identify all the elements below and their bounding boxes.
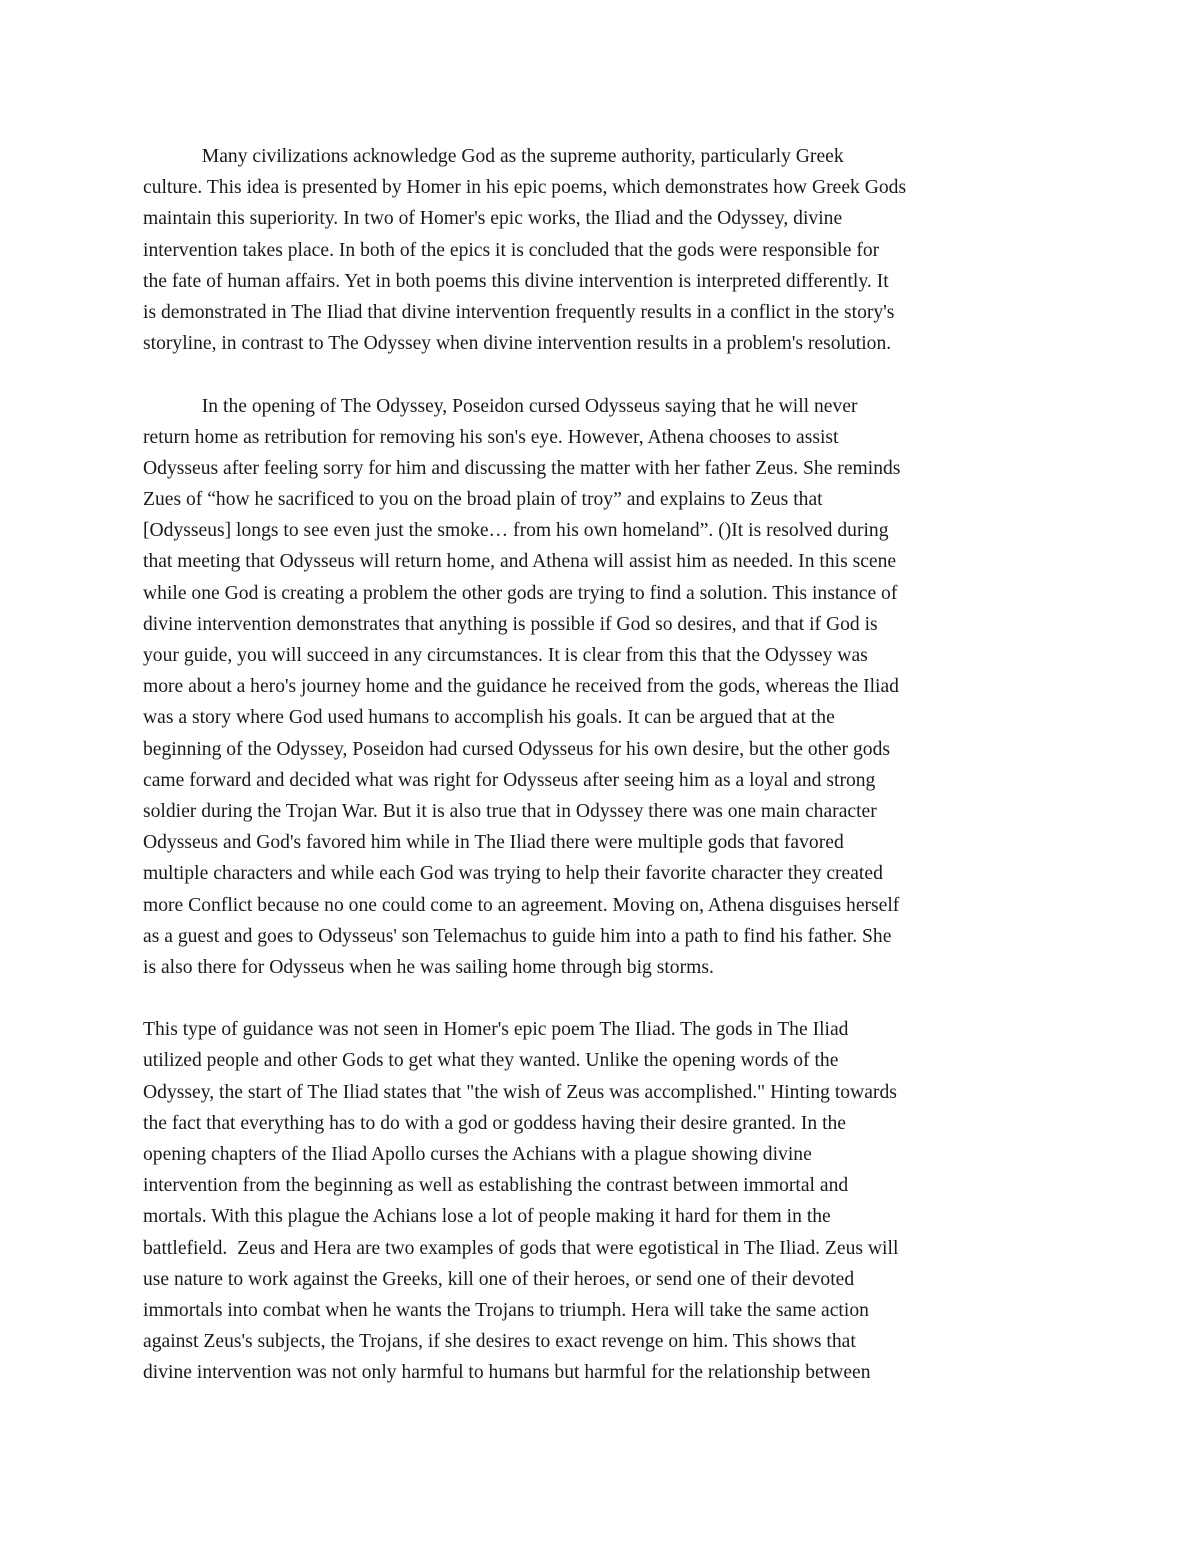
text-line: storyline, in contrast to The Odyssey when divine intervention results in a problem's resolution. bbox=[143, 333, 892, 355]
text-line: while one God is creating a problem the other gods are trying to find a solution. This instance of bbox=[143, 582, 898, 604]
text-line: Odysseus and God's favored him while in The Iliad there were multiple gods that favored bbox=[143, 832, 844, 854]
paragraph-1 bbox=[143, 141, 1058, 359]
text-line: Many civilizations acknowledge God as the supreme authority, particularly Greek bbox=[143, 146, 844, 167]
paragraph-gap bbox=[143, 983, 1058, 1014]
text-line: divine intervention was not only harmful to humans but harmful for the relationship between bbox=[143, 1362, 871, 1384]
essay-body bbox=[143, 141, 1058, 1389]
text-line: divine intervention demonstrates that anything is possible if God so desires, and that if God is bbox=[143, 613, 878, 635]
text-line: Odysseus after feeling sorry for him and discussing the matter with her father Zeus. She reminds bbox=[143, 457, 901, 479]
text-line: is also there for Odysseus when he was sailing home through big storms. bbox=[143, 956, 714, 978]
text-line: more about a hero's journey home and the guidance he received from the gods, whereas the Iliad bbox=[143, 676, 899, 698]
paragraph-3 bbox=[143, 1014, 1058, 1388]
text-line: that meeting that Odysseus will return home, and Athena will assist him as needed. In this scene bbox=[143, 551, 897, 573]
text-line: intervention takes place. In both of the epics it is concluded that the gods were responsible for bbox=[143, 239, 880, 261]
text-line: utilized people and other Gods to get what they wanted. Unlike the opening words of the bbox=[143, 1050, 839, 1072]
text-line: the fact that everything has to do with a god or goddess having their desire granted. In the bbox=[143, 1112, 847, 1134]
text-line: Odyssey, the start of The Iliad states that "the wish of Zeus was accomplished." Hinting towards bbox=[143, 1081, 897, 1103]
text-line: against Zeus's subjects, the Trojans, if she desires to exact revenge on him. This shows that bbox=[143, 1331, 856, 1353]
text-line: immortals into combat when he wants the Trojans to triumph. Hera will take the same action bbox=[143, 1299, 869, 1321]
text-line: your guide, you will succeed in any circumstances. It is clear from this that the Odyssey was bbox=[143, 645, 868, 666]
text-line: This type of guidance was not seen in Homer's epic poem The Iliad. The gods in The Iliad bbox=[143, 1019, 849, 1041]
paragraph-gap bbox=[143, 359, 1058, 390]
text-line: return home as retribution for removing his son's eye. However, Athena chooses to assist bbox=[143, 426, 839, 448]
text-line: more Conflict because no one could come to an agreement. Moving on, Athena disguises herself bbox=[143, 894, 900, 916]
text-line: beginning of the Odyssey, Poseidon had cursed Odysseus for his own desire, but the other gods bbox=[143, 738, 890, 760]
text-line: maintain this superiority. In two of Homer's epic works, the Iliad and the Odyssey, divine bbox=[143, 208, 843, 230]
text-line: Zues of “how he sacrificed to you on the broad plain of troy” and explains to Zeus that bbox=[143, 489, 823, 511]
text-line: intervention from the beginning as well as establishing the contrast between immortal and bbox=[143, 1175, 849, 1197]
text-line: as a guest and goes to Odysseus' son Telemachus to guide him into a path to find his father. She bbox=[143, 925, 892, 947]
text-line: [Odysseus] longs to see even just the smoke… from his own homeland”. ()It is resolved during bbox=[143, 520, 889, 542]
text-line: was a story where God used humans to accomplish his goals. It can be argued that at the bbox=[143, 707, 835, 729]
text-line: In the opening of The Odyssey, Poseidon cursed Odysseus saying that he will never bbox=[143, 395, 858, 417]
text-line: soldier during the Trojan War. But it is also true that in Odyssey there was one main character bbox=[143, 800, 877, 822]
text-line: opening chapters of the Iliad Apollo curses the Achians with a plague showing divine bbox=[143, 1144, 812, 1165]
text-line: came forward and decided what was right for Odysseus after seeing him as a loyal and strong bbox=[143, 769, 876, 791]
text-line: mortals. With this plague the Achians lose a lot of people making it hard for them in the bbox=[143, 1206, 831, 1228]
text-line: is demonstrated in The Iliad that divine intervention frequently results in a conflict in the story's bbox=[143, 301, 895, 323]
paragraph-2 bbox=[143, 391, 1058, 984]
text-line: culture. This idea is presented by Homer in his epic poems, which demonstrates how Greek Gods bbox=[143, 177, 907, 199]
text-line: the fate of human affairs. Yet in both poems this divine intervention is interpreted differently. It bbox=[143, 270, 889, 292]
text-line: battlefield. Zeus and Hera are two examples of gods that were egotistical in The Iliad. Zeus will bbox=[143, 1237, 899, 1259]
text-line: multiple characters and while each God was trying to help their favorite character they created bbox=[143, 863, 883, 885]
text-line: use nature to work against the Greeks, kill one of their heroes, or send one of their devoted bbox=[143, 1268, 855, 1290]
